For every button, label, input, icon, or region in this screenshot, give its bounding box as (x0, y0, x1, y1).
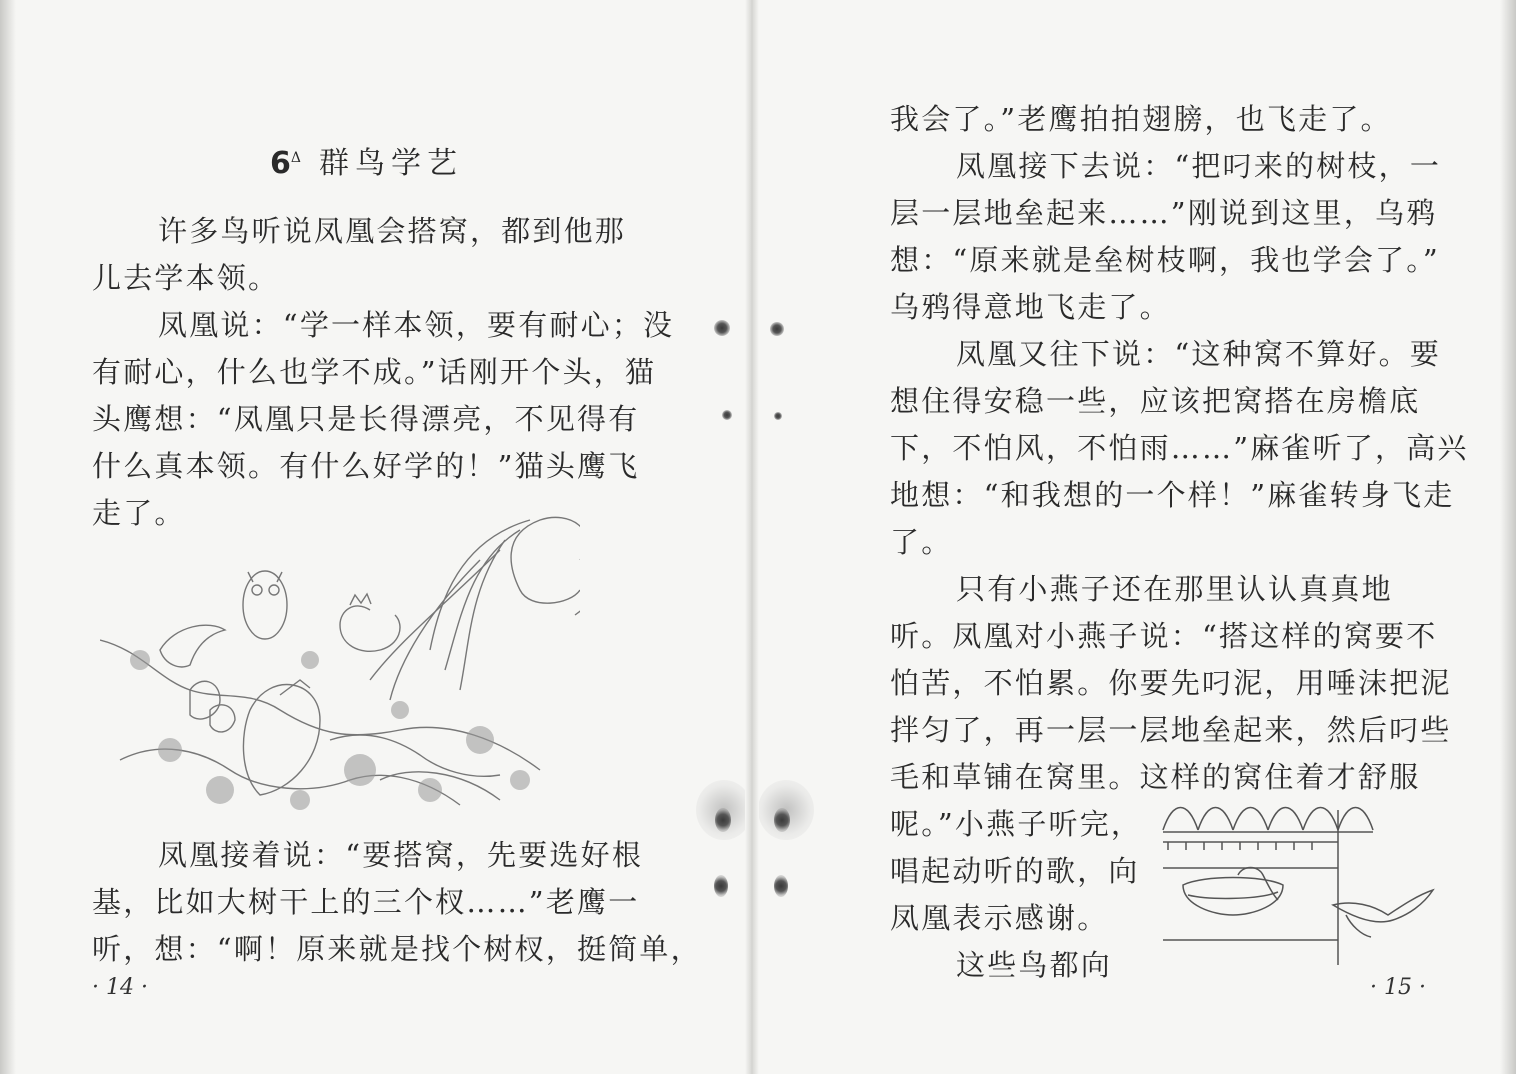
text-line: 了。 (890, 525, 953, 559)
phoenix-and-birds-illustration (100, 510, 580, 820)
binding-mark (774, 875, 788, 897)
binding-mark (714, 875, 728, 897)
binding-mark (774, 412, 782, 420)
text-line: 毛和草铺在窝里。这样的窝住着才舒服 (890, 760, 1421, 794)
text-line: 下，不怕风，不怕雨……”麻雀听了，高兴 (890, 431, 1469, 465)
page-number-right: · 15 · (1370, 975, 1426, 1000)
text-line: 想住得安稳一些，应该把窝搭在房檐底 (890, 384, 1421, 418)
text-line: 头鹰想：“凤凰只是长得漂亮，不见得有 (92, 402, 640, 436)
text-line: 唱起动听的歌，向 (890, 854, 1140, 888)
page-number-left: · 14 · (92, 975, 148, 1000)
text-line: 凤凰说：“学一样本领，要有耐心；没 (158, 308, 675, 342)
text-line: 只有小燕子还在那里认认真真地 (956, 572, 1393, 606)
binding-mark (714, 320, 730, 336)
text-line: 呢。”小燕子听完， (890, 807, 1143, 841)
lesson-number: 6 (270, 146, 291, 181)
binding-mark (715, 808, 731, 832)
binding-mark (774, 808, 790, 832)
left-text-bottom (92, 832, 702, 973)
binding-mark (770, 322, 784, 336)
text-line: 走了。 (92, 496, 186, 530)
book-gutter (745, 0, 759, 1074)
text-line: 基，比如大树干上的三个杈……”老鹰一 (92, 885, 640, 919)
text-line: 凤凰接着说：“要搭窝，先要选好根 (158, 838, 644, 872)
text-line: 听。凤凰对小燕子说：“搭这样的窝要不 (890, 619, 1438, 653)
text-line: 许多鸟听说凤凰会搭窝，都到他那 (158, 214, 627, 248)
binding-mark (722, 410, 732, 420)
lesson-title (270, 138, 463, 182)
lesson-title-text: 群鸟学艺 (319, 146, 463, 181)
text-line: 拌匀了，再一层一层地垒起来，然后叼些 (890, 713, 1452, 747)
text-line: 地想：“和我想的一个样！”麻雀转身飞走 (890, 478, 1455, 512)
text-line: 听，想：“啊！原来就是找个树杈，挺简单， (92, 932, 702, 966)
swallow-nest-under-eaves-illustration (1158, 790, 1448, 970)
text-line: 凤凰又往下说：“这种窝不算好。要 (956, 337, 1442, 371)
text-line: 我会了。”老鹰拍拍翅膀，也飞走了。 (890, 102, 1392, 136)
text-line: 层一层地垒起来……”刚说到这里，乌鸦 (890, 196, 1438, 230)
text-line: 想：“原来就是垒树枝啊，我也学会了。” (890, 243, 1440, 277)
text-line: 什么真本领。有什么好学的！”猫头鹰飞 (92, 449, 640, 483)
lesson-mark: Δ (290, 150, 301, 166)
page-edge-shadow (1500, 0, 1516, 1074)
text-line: 凤凰表示感谢。 (890, 901, 1109, 935)
text-line: 凤凰接下去说：“把叼来的树枝，一 (956, 149, 1442, 183)
page-edge-shadow (0, 0, 16, 1074)
text-line: 乌鸦得意地飞走了。 (890, 290, 1171, 324)
text-line: 怕苦，不怕累。你要先叼泥，用唾沫把泥 (890, 666, 1452, 700)
text-line: 有耐心，什么也学不成。”话刚开个头，猫 (92, 355, 657, 389)
text-line: 儿去学本领。 (92, 261, 280, 295)
text-line: 这些鸟都向 (956, 948, 1113, 982)
left-page (0, 0, 752, 1074)
left-text-top (92, 208, 674, 537)
